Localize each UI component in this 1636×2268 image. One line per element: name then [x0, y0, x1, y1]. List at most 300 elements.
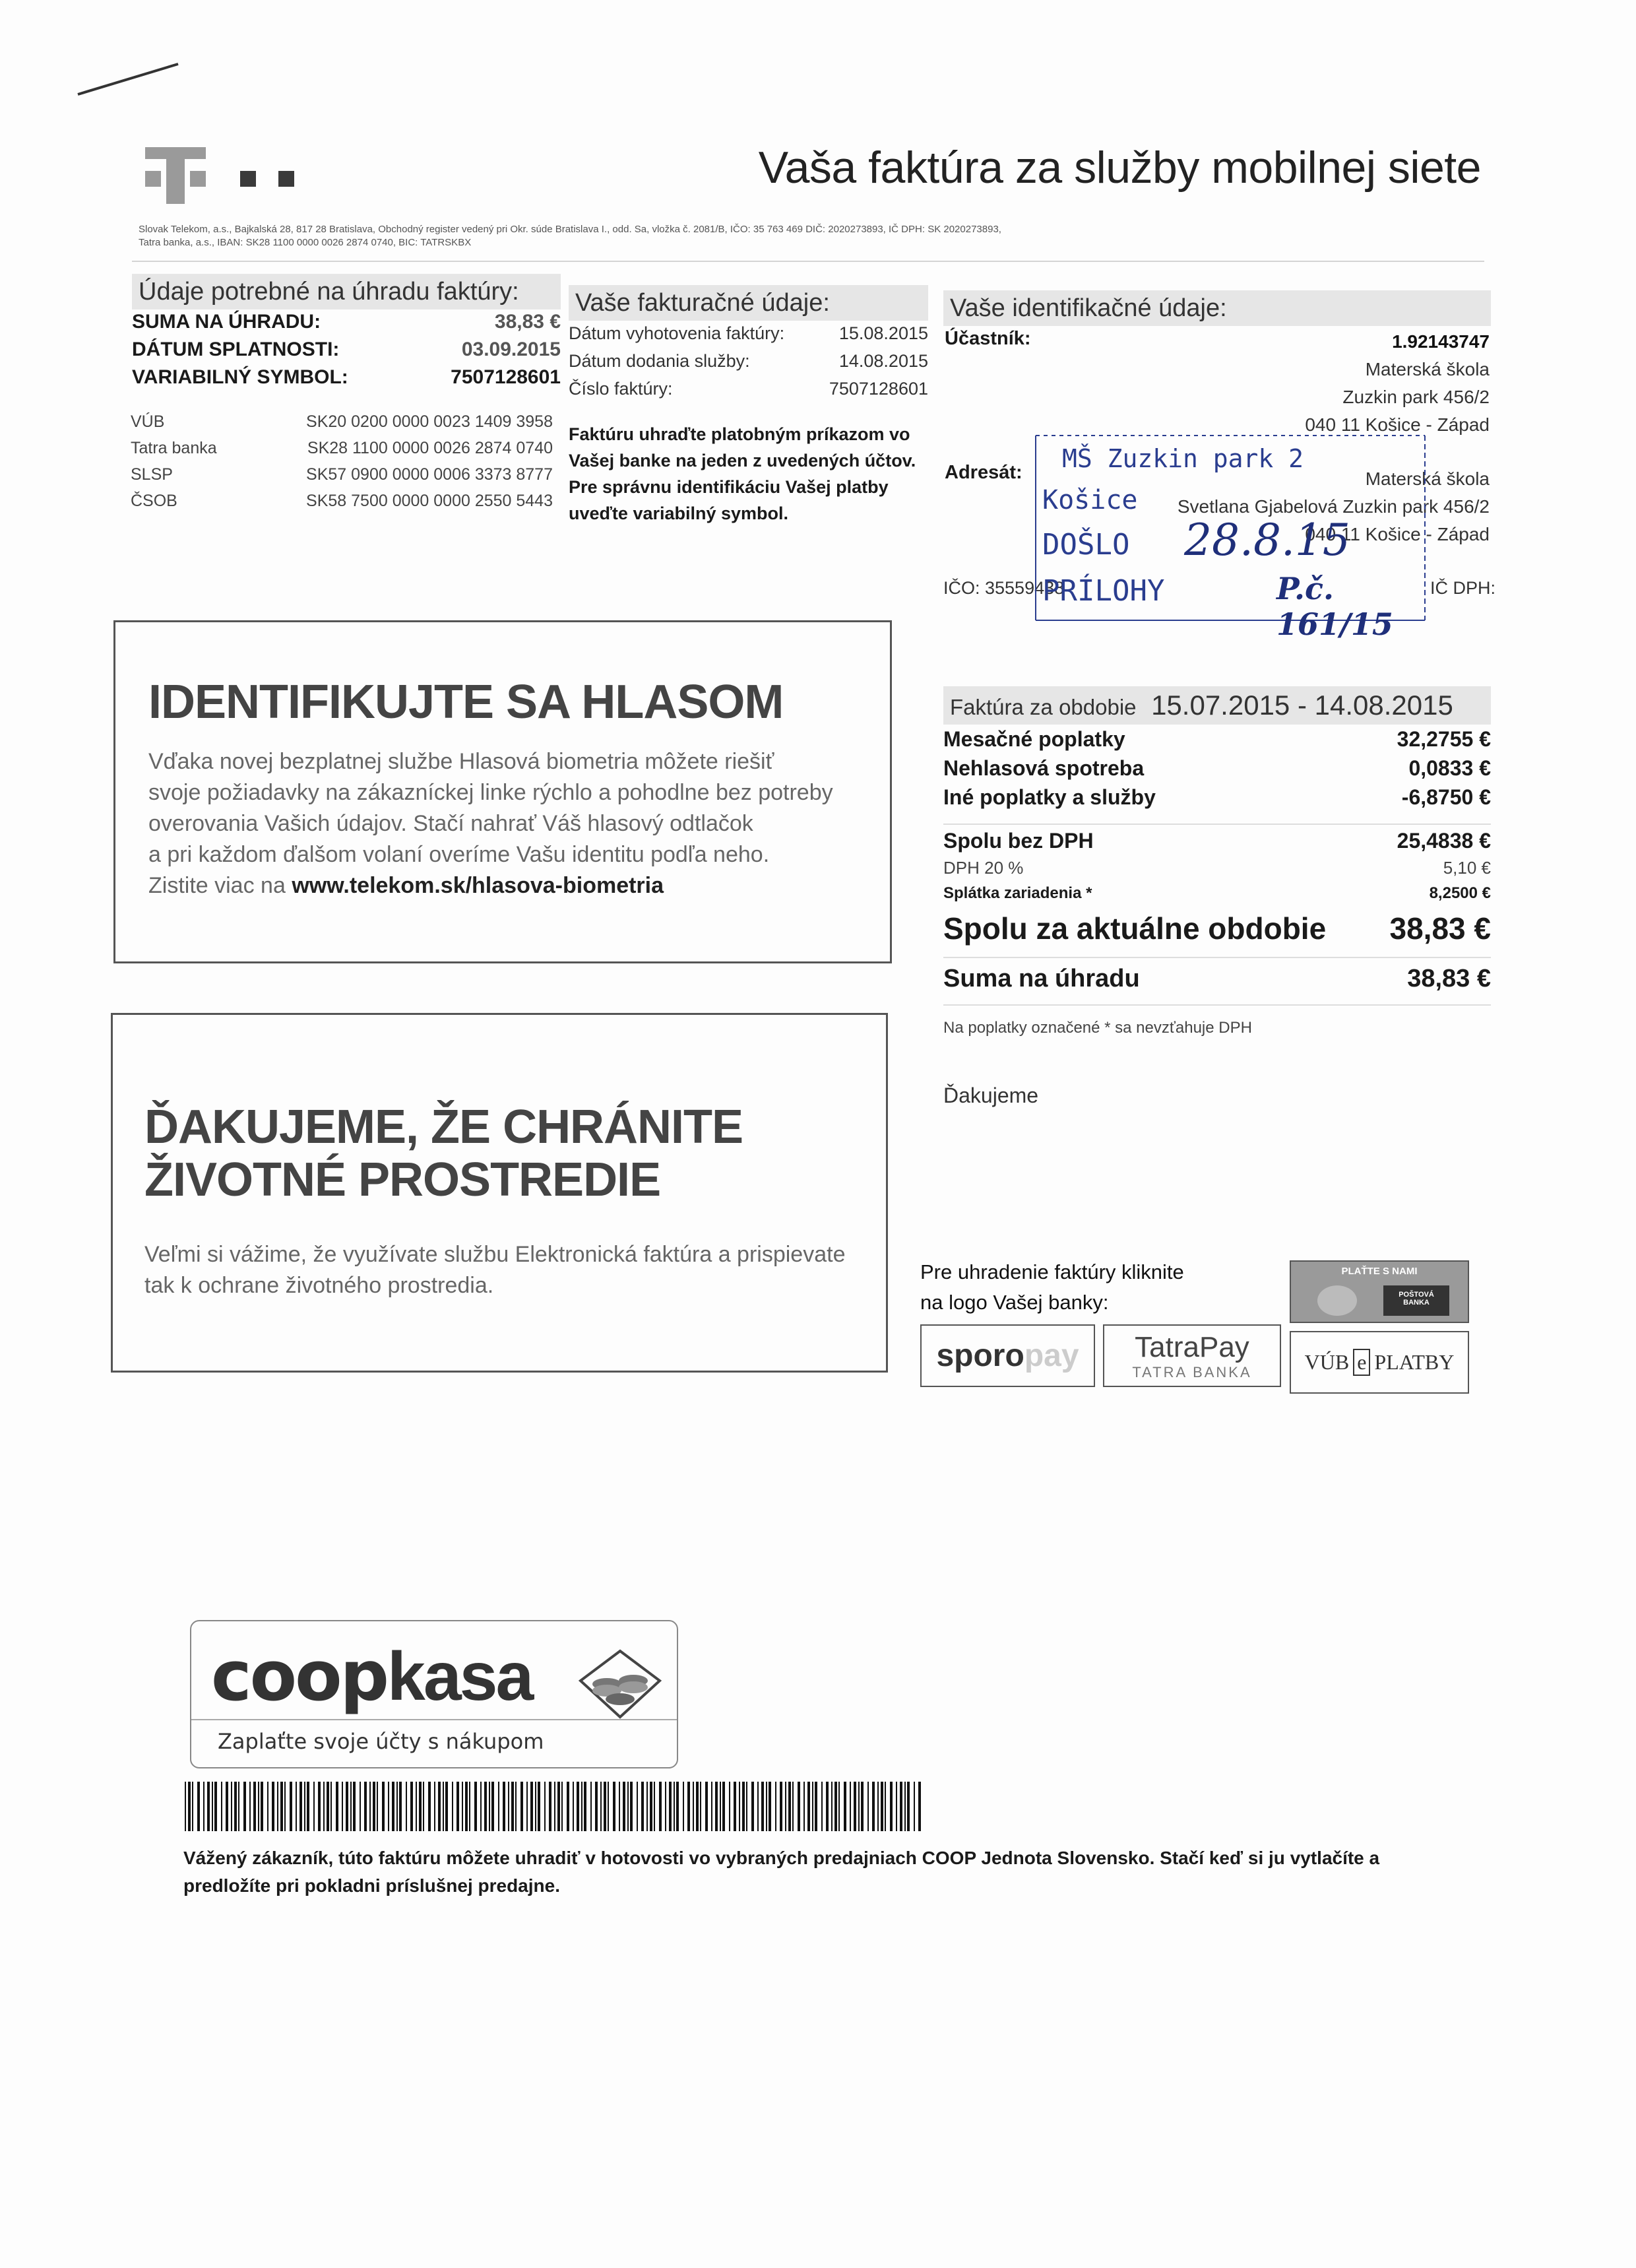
barcode-bar: [676, 1782, 679, 1831]
barcode-bar: [627, 1782, 629, 1831]
barcode-bar: [715, 1782, 718, 1831]
charges-divider: [943, 824, 1491, 825]
barcode-bar: [520, 1782, 523, 1831]
barcode-bar: [705, 1782, 708, 1831]
barcode-bar: [581, 1782, 582, 1831]
company-info-line: Tatra banka, a.s., IBAN: SK28 1100 0000 0026 2874 0740, BIC: TATRSKBX: [139, 237, 472, 248]
barcode-bar: [231, 1782, 232, 1831]
barcode-bar: [604, 1782, 606, 1831]
barcode-bar: [872, 1782, 875, 1831]
eco-box-title: [144, 1101, 743, 1206]
vub-platby-label: PLATBY: [1374, 1350, 1455, 1374]
barcode-bar: [443, 1782, 444, 1831]
barcode-bar: [416, 1782, 417, 1831]
barcode-bar: [484, 1782, 487, 1831]
barcode-bar: [249, 1782, 251, 1831]
barcode-bar: [858, 1782, 860, 1831]
sporopay-label-a: sporo: [936, 1338, 1024, 1373]
billing-value: 7507128601: [829, 379, 928, 399]
barcode-bar: [561, 1782, 563, 1831]
barcode-bar: [188, 1782, 191, 1831]
billing-value: 14.08.2015: [838, 351, 928, 371]
tatrabanka-label: TATRA BANKA: [1132, 1363, 1252, 1380]
payment-value: 38,83 €: [494, 311, 561, 333]
barcode-bar: [711, 1782, 712, 1831]
eco-thanks-box: [111, 1013, 888, 1373]
bank-row: [131, 439, 553, 465]
subtotal-value: 25,4838 €: [1397, 829, 1491, 853]
barcode-bar: [489, 1782, 490, 1831]
barcode-bar: [203, 1782, 204, 1831]
barcode-bar: [277, 1782, 278, 1831]
voice-box-text: [148, 746, 874, 901]
barcode-bar: [613, 1782, 615, 1831]
amount-due-label: Suma na úhradu: [943, 965, 1140, 992]
vub-eplatby-button[interactable]: [1290, 1331, 1469, 1394]
barcode-bar: [261, 1782, 263, 1831]
telekom-logo-icon: [132, 142, 383, 205]
billing-label: Číslo faktúry:: [569, 379, 673, 399]
barcode-bar: [734, 1782, 736, 1831]
barcode-bar: [761, 1782, 764, 1831]
subtotal-row: [943, 829, 1491, 858]
barcode-bar: [785, 1782, 786, 1831]
bank-row: [131, 465, 553, 492]
eco-box-title-line: ĎAKUJEME, ŽE CHRÁNITE: [144, 1101, 743, 1153]
voice-biometrics-link[interactable]: www.telekom.sk/hlasova-biometria: [292, 873, 664, 898]
barcode-bar: [867, 1782, 869, 1831]
total-label: Spolu za aktuálne obdobie: [943, 911, 1327, 946]
billing-value: 15.08.2015: [838, 323, 928, 343]
tatrapay-label: TatraPay: [1135, 1330, 1249, 1363]
coop-slogan: Zaplaťte svoje účty s nákupom: [218, 1729, 544, 1754]
barcode-bar: [304, 1782, 305, 1831]
barcode-bar: [258, 1782, 259, 1831]
vat-note: Na poplatky označené * sa nevzťahuje DPH: [943, 1019, 1252, 1037]
barcode-bar: [577, 1782, 579, 1831]
barcode-bar: [637, 1782, 638, 1831]
barcode-bar: [659, 1782, 662, 1831]
billing-details-heading: Vaše fakturačné údaje:: [569, 285, 928, 321]
sporopay-button[interactable]: [920, 1324, 1095, 1387]
pen-stroke-mark: [73, 56, 185, 102]
received-stamp: [1032, 432, 1428, 642]
barcode-bar: [327, 1782, 329, 1831]
barcode-bar: [515, 1782, 517, 1831]
barcode-bar: [641, 1782, 644, 1831]
barcode-bar: [907, 1782, 910, 1831]
barcode-bar: [330, 1782, 332, 1831]
barcode-bar: [498, 1782, 499, 1831]
barcode-bar: [369, 1782, 371, 1831]
voice-box-line: a pri každom ďalšom volaní overíme Vašu identitu podľa neho.: [148, 842, 770, 867]
barcode-bar: [307, 1782, 309, 1831]
barcode-bar: [207, 1782, 210, 1831]
barcode-bar: [885, 1782, 886, 1831]
barcode-bar: [844, 1782, 846, 1831]
barcode-bar: [683, 1782, 684, 1831]
billing-label: Dátum dodania služby:: [569, 351, 750, 371]
amount-due-value: 38,83 €: [1407, 965, 1491, 992]
participant-label: Účastník:: [945, 328, 1031, 349]
barcode-bar: [700, 1782, 701, 1831]
charge-value: 0,0833 €: [1408, 756, 1491, 780]
barcode-bar: [462, 1782, 463, 1831]
barcode-bar: [388, 1782, 389, 1831]
dph-label: IČ DPH:: [1430, 578, 1496, 598]
payment-row: [132, 366, 561, 394]
postova-circle-icon: [1317, 1285, 1357, 1316]
stamp-line: DOŠLO: [1042, 528, 1130, 562]
barcode-bar: [821, 1782, 823, 1831]
barcode-bar: [491, 1782, 494, 1831]
coop-brand: coop: [211, 1636, 387, 1716]
barcode-bar: [766, 1782, 767, 1831]
barcode-bar: [399, 1782, 402, 1831]
payment-details: [132, 274, 561, 394]
barcode-bar: [693, 1782, 694, 1831]
barcode-bar: [511, 1782, 514, 1831]
charge-label: Mesačné poplatky: [943, 727, 1125, 751]
barcode-bar: [243, 1782, 246, 1831]
barcode-bar: [535, 1782, 536, 1831]
participant-number: 1.92143747: [1392, 331, 1490, 352]
charges-list: [943, 727, 1491, 814]
barcode-bar: [650, 1782, 652, 1831]
platte-label: PLAŤTE S NAMI: [1341, 1266, 1418, 1277]
barcode-bar: [803, 1782, 805, 1831]
payment-details-heading: Údaje potrebné na úhradu faktúry:: [132, 274, 561, 309]
installment-row: [943, 884, 1491, 911]
voice-box-line: [148, 870, 874, 901]
barcode-bar: [280, 1782, 283, 1831]
addressee-line: Svetlana Gjabelová Zuzkin park 456/2: [1177, 496, 1490, 517]
kasa-brand: kasa: [387, 1638, 532, 1715]
barcode-bar: [877, 1782, 879, 1831]
barcode-bar: [377, 1782, 378, 1831]
barcode-bar: [595, 1782, 598, 1831]
barcode-bar: [619, 1782, 620, 1831]
barcode-bar: [729, 1782, 730, 1831]
ico-label: IČO: 35559438: [943, 578, 1065, 598]
barcode-bar: [318, 1782, 321, 1831]
payment-label: DÁTUM SPLATNOSTI:: [132, 339, 340, 360]
identification-heading: Vaše identifikačné údaje:: [943, 290, 1491, 326]
barcode-bar: [608, 1782, 609, 1831]
barcode-bar: [221, 1782, 222, 1831]
barcode-bar: [665, 1782, 666, 1831]
total-row: [943, 911, 1491, 954]
payment-row: [132, 339, 561, 366]
barcode-bar: [428, 1782, 431, 1831]
eco-box-title-line: ŽIVOTNÉ PROSTREDIE: [144, 1153, 661, 1206]
barcode-bar: [557, 1782, 560, 1831]
barcode-bar: [696, 1782, 699, 1831]
charge-value: 32,2755 €: [1397, 727, 1491, 751]
stamp-line: Košice: [1042, 485, 1138, 515]
sporopay-label-b: pay: [1024, 1338, 1079, 1373]
barcode-bar: [456, 1782, 459, 1831]
bank-row: [131, 492, 553, 518]
page-title: Vaša faktúra za služby mobilnej siete: [758, 143, 1481, 193]
eco-box-line: Veľmi si vážime, že využívate službu Elektronická faktúra a prispievate: [144, 1242, 846, 1267]
charge-row: [943, 785, 1491, 814]
charge-row: [943, 727, 1491, 756]
barcode-bar: [881, 1782, 883, 1831]
barcode-bar: [438, 1782, 441, 1831]
bank-name: ČSOB: [131, 492, 177, 510]
barcode-bar: [654, 1782, 655, 1831]
coop-payment-note: [183, 1844, 1391, 1900]
barcode-bar: [630, 1782, 633, 1831]
payment-label: SUMA NA ÚHRADU:: [132, 311, 321, 333]
barcode-bar: [353, 1782, 356, 1831]
barcode-bar: [342, 1782, 343, 1831]
company-info: [139, 223, 1313, 249]
barcode-bar: [197, 1782, 200, 1831]
barcode-bar: [815, 1782, 817, 1831]
thanks-text: Ďakujeme: [943, 1084, 1039, 1107]
payment-label: VARIABILNÝ SYMBOL:: [132, 366, 348, 388]
barcode-bar: [722, 1782, 725, 1831]
barcode-bar: [904, 1782, 906, 1831]
barcode-bar: [452, 1782, 453, 1831]
bank-name: Tatra banka: [131, 439, 217, 457]
payment-value: 03.09.2015: [461, 339, 561, 360]
barcode-bar: [798, 1782, 800, 1831]
barcode-bar: [834, 1782, 837, 1831]
barcode-bar: [838, 1782, 840, 1831]
barcode-bar: [792, 1782, 794, 1831]
barcode-bar: [226, 1782, 228, 1831]
period-range: 15.07.2015 - 14.08.2015: [1151, 690, 1453, 721]
barcode-bar: [419, 1782, 422, 1831]
pay-instruction: Faktúru uhraďte platobným príkazom vo Vašej banke na jeden z uvedených účtov. Pre správnu identifikáciu Vašej platby uveďte variabilný symbol.: [569, 424, 916, 523]
barcode-bar: [336, 1782, 338, 1831]
barcode-bar: [238, 1782, 239, 1831]
stamp-handwritten-number: P.č. 161/15: [1276, 571, 1393, 642]
barcode-bar: [313, 1782, 315, 1831]
voice-box-line-prefix: Zistite viac na: [148, 873, 292, 898]
barcode-bar: [360, 1782, 361, 1831]
barcode-bar: [590, 1782, 592, 1831]
vub-e-label: e: [1353, 1349, 1370, 1376]
barcode-bar: [757, 1782, 759, 1831]
addressee-line: 040 11 Košice - Západ: [1305, 524, 1490, 544]
coop-divider: [191, 1719, 677, 1720]
barcode-bar: [623, 1782, 625, 1831]
barcode-bar: [900, 1782, 902, 1831]
barcode-bar: [687, 1782, 690, 1831]
barcode-bar: [267, 1782, 268, 1831]
barcode-bar: [549, 1782, 551, 1831]
bank-name: SLSP: [131, 465, 173, 484]
billing-row: [569, 351, 928, 379]
participant-line: Zuzkin park 456/2: [1342, 387, 1490, 407]
barcode-bar: [474, 1782, 477, 1831]
voice-box-line: Vďaka novej bezplatnej službe Hlasová biometria môžete riešiť: [148, 749, 774, 774]
barcode-bar: [299, 1782, 302, 1831]
barcode-bar: [214, 1782, 217, 1831]
barcode-bar: [392, 1782, 394, 1831]
barcode-bar: [812, 1782, 813, 1831]
barcode-bar: [503, 1782, 505, 1831]
participant-line: Materská škola: [1365, 359, 1490, 379]
barcode-bar: [769, 1782, 771, 1831]
barcode-bar: [373, 1782, 375, 1831]
barcode-bar: [554, 1782, 555, 1831]
total-divider: [943, 957, 1491, 958]
total-value: 38,83 €: [1389, 911, 1491, 946]
postova-banka-button[interactable]: [1290, 1260, 1469, 1323]
billing-label: Dátum vyhotovenia faktúry:: [569, 323, 785, 343]
barcode-bar: [434, 1782, 435, 1831]
barcode-bar: [890, 1782, 893, 1831]
online-payment-line: Pre uhradenie faktúry kliknite: [920, 1260, 1184, 1283]
barcode-bar: [850, 1782, 851, 1831]
barcode-bar: [914, 1782, 915, 1831]
barcode-bar: [296, 1782, 297, 1831]
charge-label: Iné poplatky a služby: [943, 785, 1156, 809]
barcode-bar: [739, 1782, 740, 1831]
barcode-bar: [573, 1782, 574, 1831]
stamp-handwritten-date: 28.8.15: [1184, 515, 1350, 566]
addressee-label: Adresát:: [945, 462, 1022, 483]
bank-iban: SK58 7500 0000 0000 2550 5443: [306, 492, 553, 510]
vat-label: DPH 20 %: [943, 858, 1024, 878]
barcode-bar: [788, 1782, 791, 1831]
barcode-bar: [600, 1782, 602, 1831]
bank-iban: SK57 0900 0000 0006 3373 8777: [306, 465, 553, 484]
barcode-bar: [854, 1782, 856, 1831]
company-info-line: Slovak Telekom, a.s., Bajkalská 28, 817 28 Bratislava, Obchodný register vedený pri Okr. súde Bratislava I., odd. Sa, vložka č. 2081/B, IČO: 35 763 469 DIČ: 2020273893, IČ DPH: SK 2020273893,: [139, 224, 1001, 235]
vat-row: [943, 858, 1491, 884]
coop-kasa-logo: [211, 1636, 532, 1716]
barcode-bar: [290, 1782, 292, 1831]
barcode-bar: [234, 1782, 237, 1831]
voice-box-title: IDENTIFIKUJTE SA HLASOM: [148, 676, 784, 729]
coop-kasa-box: [190, 1620, 678, 1768]
bank-row: [131, 412, 553, 439]
eco-box-line: tak k ochrane životného prostredia.: [144, 1273, 494, 1298]
vat-value: 5,10 €: [1443, 858, 1491, 878]
barcode-bar: [212, 1782, 213, 1831]
barcode-bar: [272, 1782, 274, 1831]
barcode-bar: [544, 1782, 546, 1831]
barcode-bar: [480, 1782, 482, 1831]
period-heading: [943, 686, 1491, 725]
participant-line: 040 11 Košice - Západ: [1305, 414, 1490, 435]
barcode-bar: [780, 1782, 782, 1831]
billing-row: [569, 323, 928, 351]
participant-block: [1094, 328, 1490, 439]
barcode-bar: [669, 1782, 672, 1831]
barcode-bar: [465, 1782, 468, 1831]
barcode-bar: [423, 1782, 424, 1831]
eco-box-text: [144, 1239, 870, 1301]
coins-icon: [577, 1648, 663, 1720]
barcode-bar: [584, 1782, 586, 1831]
bank-iban: SK28 1100 0000 0026 2874 0740: [307, 439, 553, 457]
barcode-bar: [646, 1782, 648, 1831]
barcode-bar: [567, 1782, 569, 1831]
charge-value: -6,8750 €: [1401, 785, 1491, 809]
barcode-bar: [185, 1782, 186, 1831]
invoice-period-summary: [943, 686, 1491, 1108]
header-divider: [132, 261, 1484, 262]
barcode-bar: [826, 1782, 829, 1831]
bank-iban: SK20 0200 0000 0023 1409 3958: [306, 412, 553, 431]
stamp-line: MŠ Zuzkin park 2: [1062, 444, 1304, 473]
barcode-bar: [346, 1782, 348, 1831]
barcode-bar: [918, 1782, 921, 1831]
barcode-bar: [896, 1782, 897, 1831]
barcode-bar: [861, 1782, 864, 1831]
period-label: Faktúra za obdobie: [950, 695, 1137, 719]
charge-label: Nehlasová spotreba: [943, 756, 1145, 780]
barcode-bar: [807, 1782, 810, 1831]
barcode-bar: [364, 1782, 367, 1831]
voice-box-line: svoje požiadavky na zákazníckej linke rýchlo a pohodlne bez potreby: [148, 780, 833, 805]
payment-row: [132, 311, 561, 339]
subtotal-label: Spolu bez DPH: [943, 829, 1094, 853]
barcode-bar: [350, 1782, 352, 1831]
barcode-bar: [751, 1782, 754, 1831]
barcode-bar: [284, 1782, 286, 1831]
online-payment-line: na logo Vašej banky:: [920, 1291, 1109, 1314]
voice-biometrics-box: [113, 620, 892, 963]
barcode-bar: [382, 1782, 385, 1831]
barcode-bar: [831, 1782, 833, 1831]
identification-details: [943, 290, 1491, 326]
amount-due-row: [943, 965, 1491, 1000]
voice-box-line: overovania Vašich údajov. Stačí nahrať Váš hlasový odtlačok: [148, 811, 753, 836]
bank-accounts: [131, 412, 553, 518]
payment-value: 7507128601: [451, 366, 561, 388]
barcode-bar: [323, 1782, 325, 1831]
online-payment: [920, 1257, 1494, 1380]
coop-note-line: predložíte pri pokladni príslušnej predajne.: [183, 1875, 560, 1896]
barcode-bar: [526, 1782, 528, 1831]
barcode-bar: [538, 1782, 540, 1831]
barcode-bar: [674, 1782, 675, 1831]
barcode-bar: [396, 1782, 398, 1831]
barcode-bar: [742, 1782, 745, 1831]
postova-label: POŠTOVÁ BANKA: [1399, 1291, 1434, 1307]
barcode-bar: [775, 1782, 776, 1831]
barcode-icon: [183, 1782, 922, 1831]
installment-value: 8,2500 €: [1429, 884, 1491, 902]
bank-name: VÚB: [131, 412, 165, 431]
billing-details: [569, 285, 928, 406]
barcode-bar: [530, 1782, 533, 1831]
billing-row: [569, 379, 928, 406]
barcode-bar: [445, 1782, 448, 1831]
barcode-bar: [746, 1782, 747, 1831]
barcode-bar: [406, 1782, 407, 1831]
barcode-bar: [192, 1782, 193, 1831]
barcode-bar: [410, 1782, 413, 1831]
charge-row: [943, 756, 1491, 785]
tatrapay-button[interactable]: [1103, 1324, 1281, 1387]
due-divider: [943, 1004, 1491, 1006]
stamp-line: PRÍLOHY: [1042, 574, 1165, 608]
vub-label: VÚB: [1304, 1350, 1350, 1374]
barcode-bar: [469, 1782, 470, 1831]
installment-label: Splátka zariadenia *: [943, 884, 1092, 902]
coop-note-line: Vážený zákazník, túto faktúru môžete uhradiť v hotovosti vo vybraných predajniach COOP Jednota Slovensko. Stačí keď si ju vytlačíte a: [183, 1848, 1380, 1868]
addressee-line: Materská škola: [1365, 469, 1490, 489]
